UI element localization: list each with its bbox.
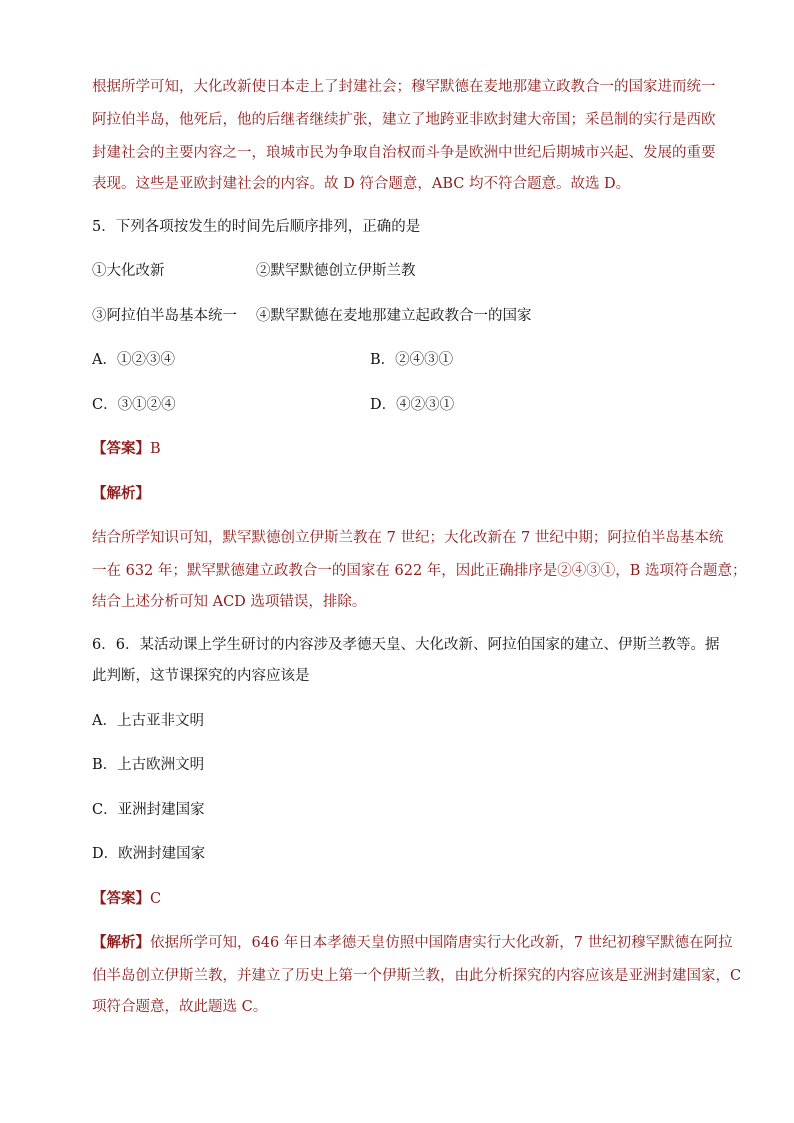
q6-analysis-line: 项符合题意，故此题选 C。: [92, 999, 268, 1015]
q6-option-c: C．亚洲封建国家: [92, 802, 205, 818]
analysis-text: 依据所学可知，646 年日本孝德天皇仿照中国隋唐实行大化改新，7 世纪初穆罕默德在阿拉: [150, 935, 733, 951]
q5-analysis-label: 【解析】: [92, 485, 150, 502]
answer-label: 【答案】: [92, 440, 150, 457]
q5-analysis-line: 一在 632 年；默罕默德建立政教合一的国家在 622 年，因此正确排序是②④③①，B 选项符合题意；: [92, 563, 747, 579]
q5-option-d: D．④②③①: [370, 397, 455, 413]
q6-option-b: B．上古欧洲文明: [92, 757, 205, 773]
question-6-stem: 此判断，这节课探究的内容应该是: [92, 668, 310, 684]
q5-item-3: ③阿拉伯半岛基本统一: [92, 308, 237, 324]
q6-analysis-line: 伯半岛创立伊斯兰教，并建立了历史上第一个伊斯兰教，由此分析探究的内容应该是亚洲封建国家，C: [92, 968, 742, 984]
q6-answer: [92, 889, 161, 909]
q5-answer: [92, 439, 161, 459]
answer-label: 【答案】: [92, 890, 150, 907]
explanation-line: 根据所学可知，大化改新使日本走上了封建社会；穆罕默德在麦地那建立政教合一的国家进而统一: [92, 79, 716, 95]
q5-item-4: ④默罕默德在麦地那建立起政教合一的国家: [256, 308, 532, 324]
question-5-stem: 5．下列各项按发生的时间先后顺序排列，正确的是: [92, 219, 421, 235]
explanation-line: 阿拉伯半岛，他死后，他的后继者继续扩张，建立了地跨亚非欧封建大帝国；采邑制的实行是西欧: [92, 112, 716, 128]
q5-option-c: C．③①②④: [92, 397, 176, 413]
q6-option-a: A．上古亚非文明: [92, 713, 204, 729]
question-6-stem: 6．6．某活动课上学生研讨的内容涉及孝德天皇、大化改新、阿拉伯国家的建立、伊斯兰教等。据: [92, 637, 720, 653]
q5-item-2: ②默罕默德创立伊斯兰教: [256, 263, 416, 279]
q5-option-b: B．②④③①: [370, 352, 454, 368]
q5-analysis-line: 结合上述分析可知 ACD 选项错误，排除。: [92, 594, 367, 610]
explanation-line: 表现。这些是亚欧封建社会的内容。故 D 符合题意，ABC 均不符合题意。故选 D。: [92, 176, 631, 192]
q6-option-d: D．欧洲封建国家: [92, 846, 206, 862]
q5-analysis-line: 结合所学知识可知，默罕默德创立伊斯兰教在 7 世纪；大化改新在 7 世纪中期；阿拉伯半岛基本统: [92, 530, 724, 546]
q5-item-1: ①大化改新: [92, 263, 165, 279]
answer-value: B: [150, 441, 161, 457]
analysis-label: 【解析】: [92, 934, 150, 951]
q6-analysis-line: [92, 933, 733, 953]
q5-option-a: A．①②③④: [92, 352, 175, 368]
explanation-line: 封建社会的主要内容之一，琅城市民为争取自治权而斗争是欧洲中世纪后期城市兴起、发展的重要: [92, 145, 716, 161]
answer-value: C: [150, 891, 162, 907]
